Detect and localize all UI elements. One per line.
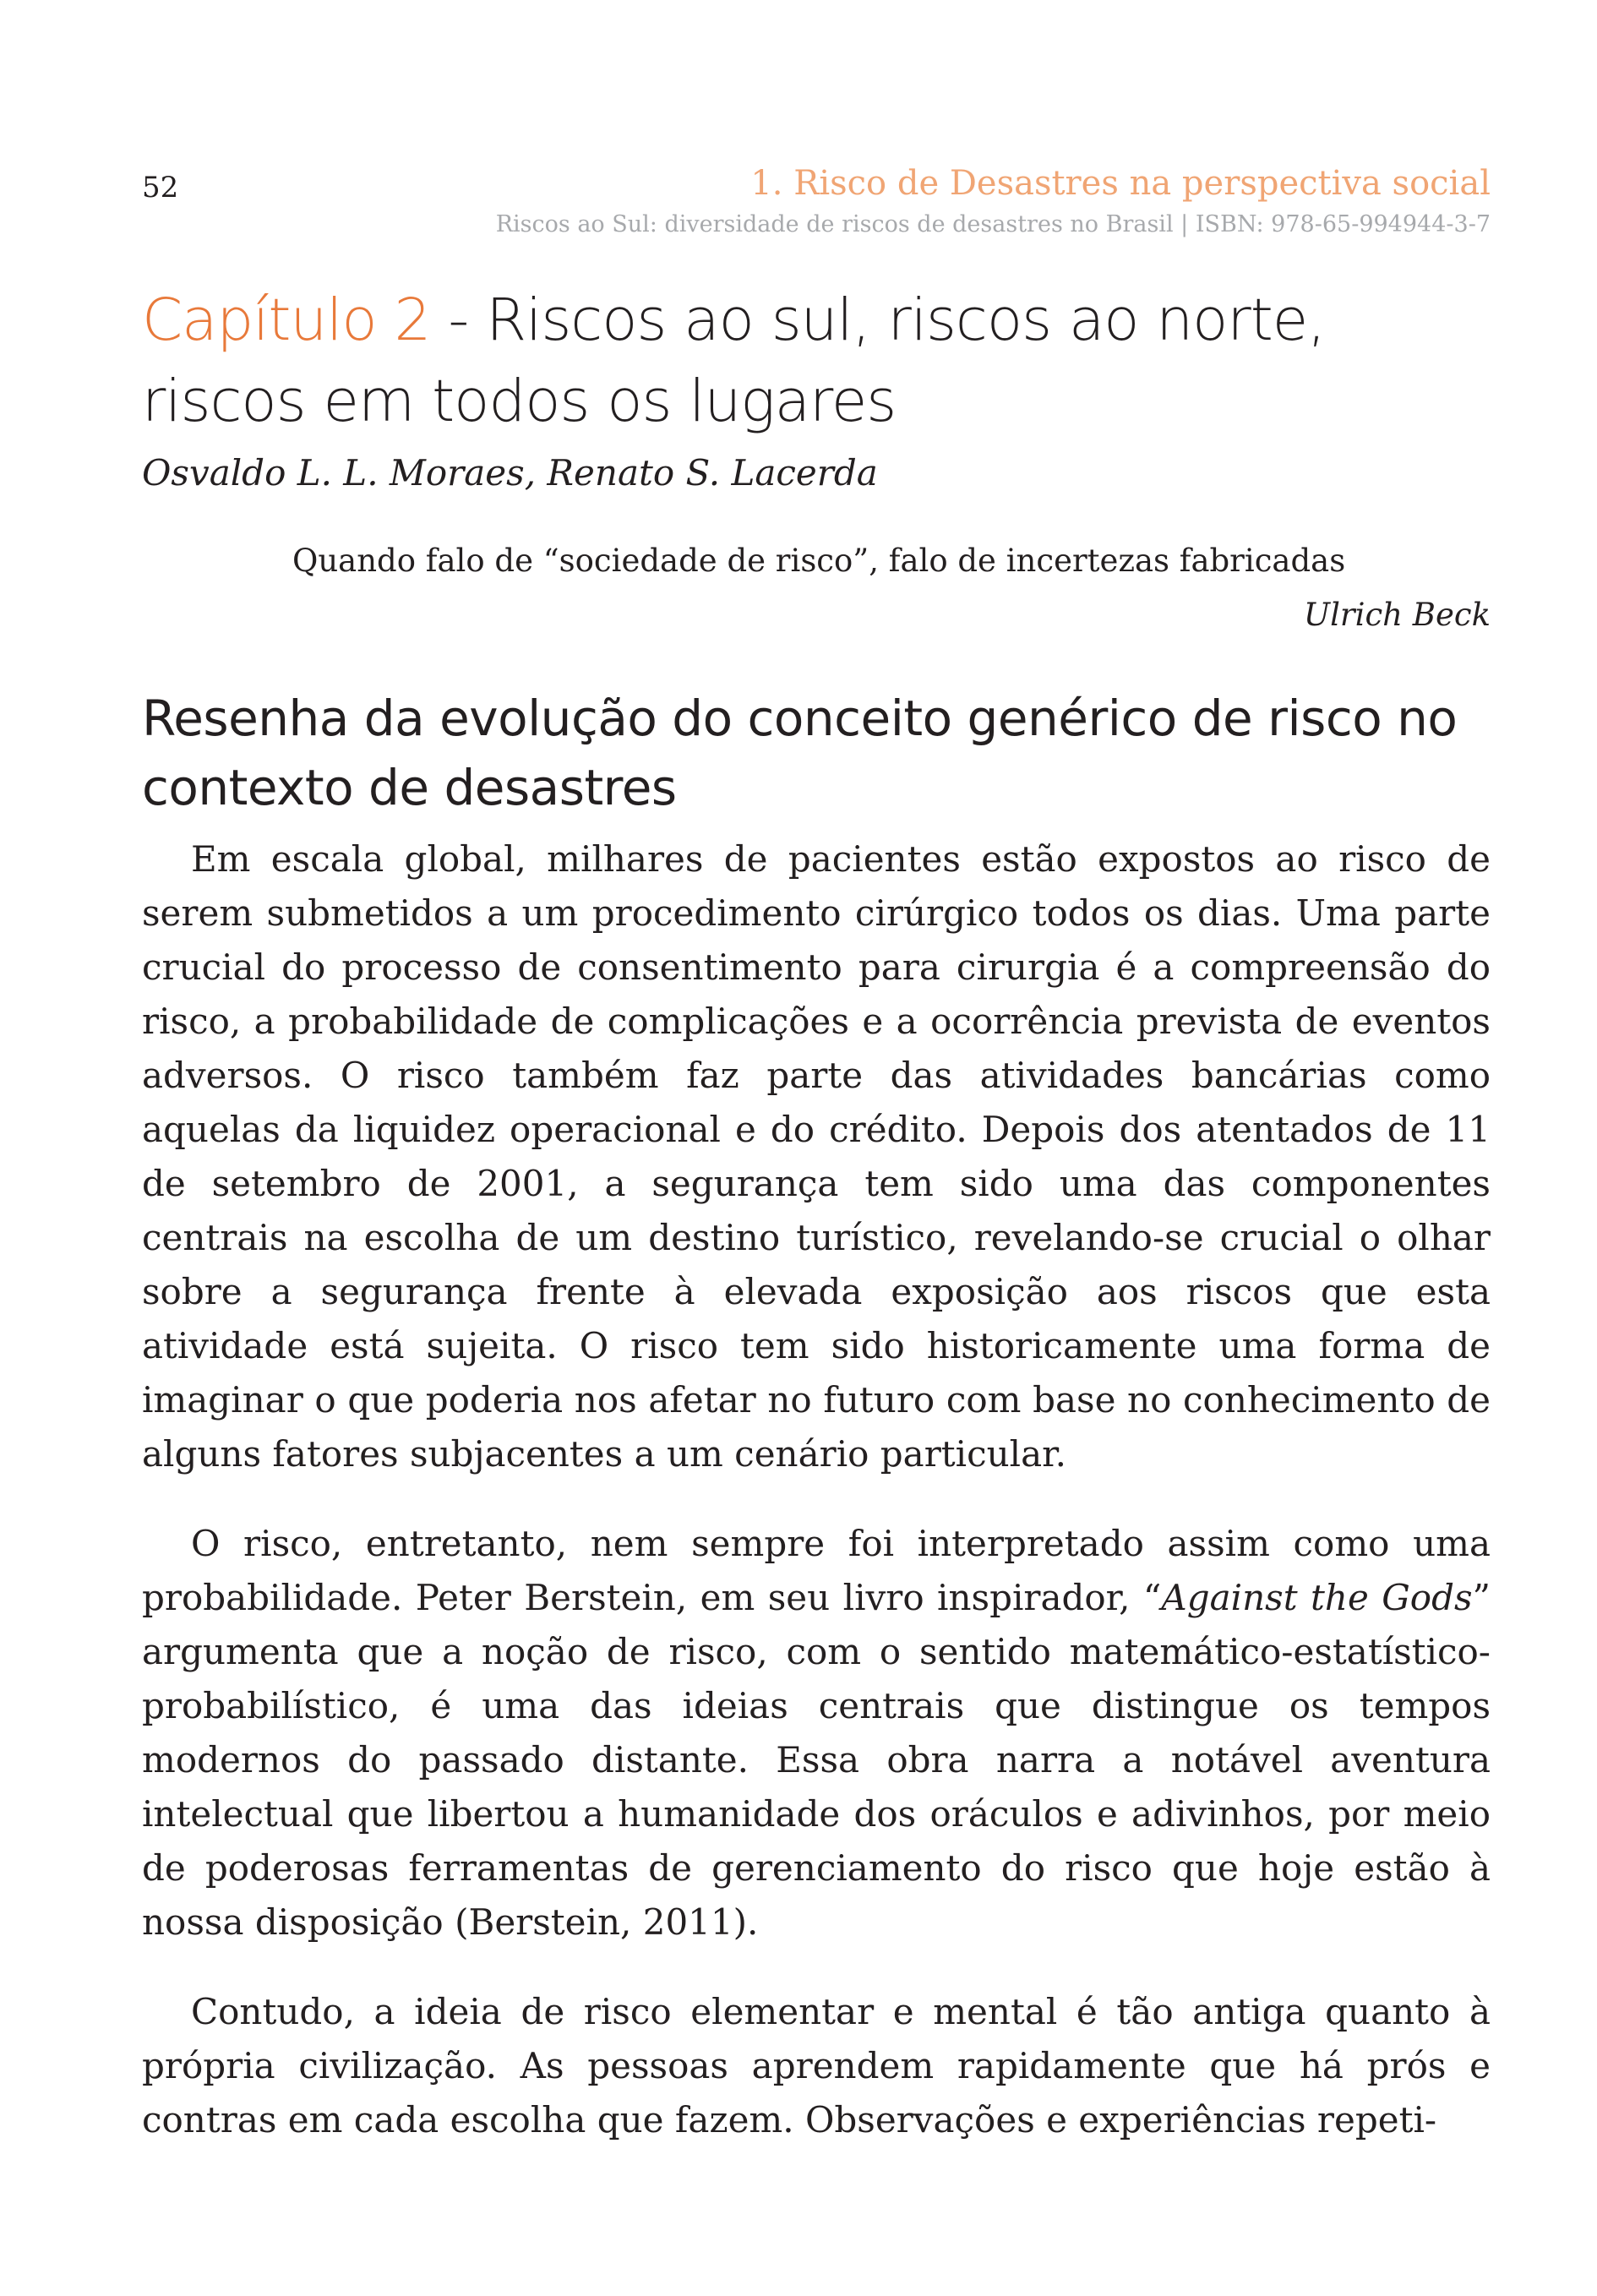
body-paragraph-3: Contudo, a ideia de risco elementar e mental é tão antiga quanto à própria civilização. As pessoas aprendem rapidamente que há prós e contras em cada escolha que fazem. Observações e experiências repeti- [142,1991,1491,2141]
running-header [142,161,1491,211]
chapter-authors: Osvaldo L. L. Moraes, Renato S. Lacerda [142,452,878,494]
book-title-italic: Against the Gods [1161,1577,1473,1618]
body-paragraph-2 [142,1517,1491,1950]
chapter-title [142,280,1491,442]
epigraph-author: Ulrich Beck [1303,597,1491,633]
chapter-label: Capítulo 2 [142,286,431,354]
chapter-title-text: Riscos ao sul, riscos ao norte, riscos em todos os lugares [142,286,1326,435]
paragraph-2-text-start: O risco, entretanto, nem sempre foi interpretado assim como uma probabilidade. Peter Berstein, em seu livro inspirador, “ [142,1523,1491,1618]
epigraph-quote: Quando falo de “sociedade de risco”, falo de incertezas fabricadas [292,543,1346,579]
running-subtitle: Riscos ao Sul: diversidade de riscos de desastres no Brasil | ISBN: 978-65-994944-3-7 [495,211,1491,237]
body-paragraph-1: Em escala global, milhares de pacientes estão expostos ao risco de serem submetidos a um procedimento cirúrgico todos os dias. Uma parte crucial do processo de consentimento para cirurgia é a compreensão do risco, a probabilidade de complicações e a ocorrência prevista de eventos adversos. O risco também faz parte das atividades bancárias como aquelas da liquidez operacional e do crédito. Depois dos atentados de 11 de setembro de 2001, a segurança tem sido uma das componentes centrais na escolha de um destino turístico, revelando-se crucial o olhar sobre a segurança frente à elevada exposição aos riscos que esta atividade está sujeita. O risco tem sido historicamente uma forma de imaginar o que poderia nos afetar no futuro com base no conhecimento de alguns fatores subjacentes a um cenário particular. [142,838,1491,1475]
page [142,161,1491,2183]
chapter-separator: - [430,286,487,354]
page-number: 52 [142,171,179,205]
section-title: Resenha da evolução do conceito genérico de risco no contexto de desastres [142,690,1458,816]
running-title: 1. Risco de Desastres na perspectiva social [750,164,1491,203]
paragraph-2-text-end: ” argumenta que a noção de risco, com o sentido matemático-estatístico-probabilístico, é uma das ideias centrais que distingue os tempos modernos do passado distante. Essa obra narra a notável aventura intelectual que libertou a humanidade dos oráculos e adivinhos, por meio de poderosas ferramentas de gerenciamento do risco que hoje estão à nossa disposição (Berstein, 2011). [142,1577,1491,1943]
